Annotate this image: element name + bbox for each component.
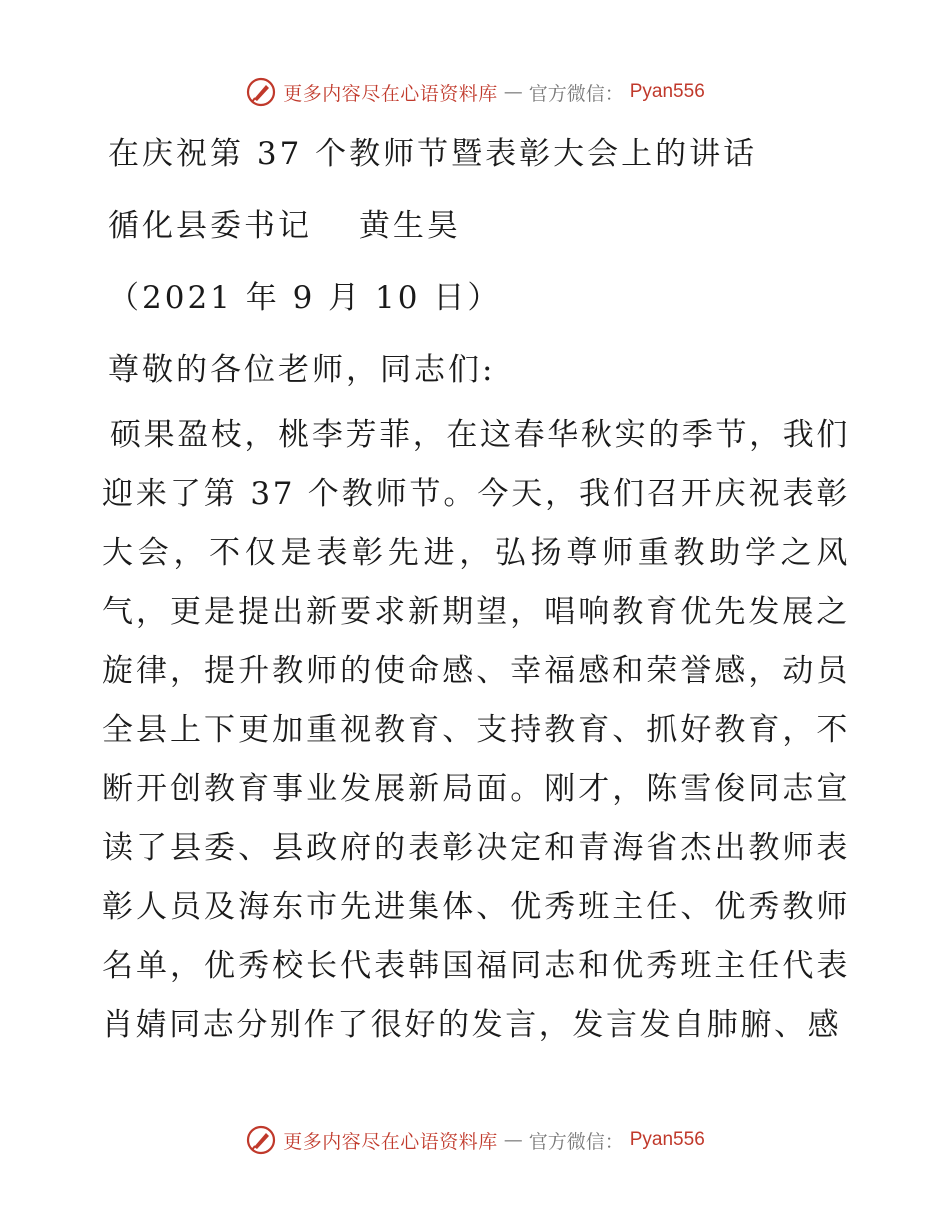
watermark-main-text: 更多内容尽在心语资料库 (283, 1130, 498, 1153)
document-date: （2021 年 9 月 10 日） (108, 280, 502, 316)
watermark-dash: — (503, 1129, 523, 1151)
watermark-dash: — (503, 81, 523, 103)
quill-logo-icon (245, 76, 277, 108)
watermark-id: Pyan556 (629, 81, 705, 102)
watermark-header (0, 72, 950, 112)
document-body (102, 118, 850, 1055)
quill-logo-icon (245, 1124, 277, 1156)
watermark-sub-text: 官方微信： (528, 82, 624, 105)
document-paragraph: 硕果盈枝，桃李芳菲，在这春华秋实的季节，我们迎来了第 37 个教师节。今天，我们召开庆祝表彰大会，不仅是表彰先进，弘扬尊师重教助学之风气，更是提出新要求新期望，唱响教育优先发展之旋律，提升教师的使命感、幸福感和荣誉感，动员全县上下更加重视教育、支持教育、抓好教育，不断开创教育事业发展新局面。刚才，陈雪俊同志宣读了县委、县政府的表彰决定和青海省杰出教师表彰人员及海东市先进集体、优秀班主任、优秀教师名单，优秀校长代表韩国福同志和优秀班主任代表肖婧同志分别作了很好的发言，发言发自肺腑、感 (102, 417, 850, 1043)
document-title: 在庆祝第 37 个教师节暨表彰大会上的讲话 (108, 136, 758, 172)
document-salutation: 尊敬的各位老师，同志们: (108, 352, 496, 388)
watermark-sub-text: 官方微信： (528, 1130, 624, 1153)
document-author: 循化县委书记 黄生昊 (108, 208, 461, 244)
watermark-id: Pyan556 (629, 1129, 705, 1150)
watermark-footer (0, 1120, 950, 1160)
watermark-main-text: 更多内容尽在心语资料库 (283, 82, 498, 105)
